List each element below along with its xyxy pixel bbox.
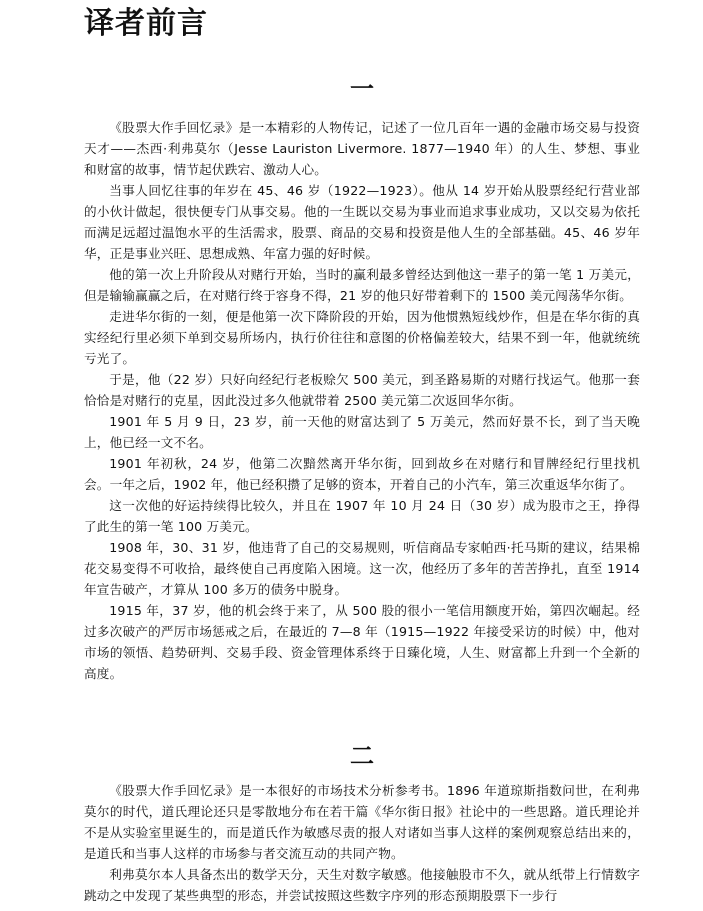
paragraph: 1915 年，37 岁，他的机会终于来了，从 500 股的很小一笔信用额度开始，第四次崛起。经过多次破产的严厉市场惩戒之后，在最近的 7—8 年（1915—1922 年接受采访的时候）中，他对市场的领悟、趋势研判、交易手段、资金管理体系终于日臻化境，人生、财富都上升到一个全新的高度。 bbox=[84, 603, 640, 681]
paragraph: 当事人回忆往事的年岁在 45、46 岁（1922—1923）。他从 14 岁开始从股票经纪行营业部的小伙计做起，很快便专门从事交易。他的一生既以交易为事业而追求事业成功，又以交易为依托而满足远超过温饱水平的生活需求，股票、商品的交易和投资是他人生的全部基础。45、46 岁年华，正是事业兴旺、思想成熟、年富力强的好时候。 bbox=[84, 183, 640, 261]
paragraph: 1901 年 5 月 9 日，23 岁，前一天他的财富达到了 5 万美元，然而好景不长，到了当天晚上，他已经一文不名。 bbox=[84, 414, 640, 450]
section-body bbox=[84, 117, 640, 684]
paragraph: 《股票大作手回忆录》是一本很好的市场技术分析参考书。1896 年道琼斯指数问世，在利弗莫尔的时代，道氏理论还只是零散地分布在若干篇《华尔街日报》社论中的一些思路。道氏理论并不是从实验室里诞生的，而是道氏作为敏感尽责的报人对诸如当事人这样的案例观察总结出来的，是道氏和当事人这样的市场参与者交流互动的共同产物。 bbox=[84, 783, 640, 861]
paragraph: 《股票大作手回忆录》是一本精彩的人物传记，记述了一位几百年一遇的金融市场交易与投资天才——杰西·利弗莫尔（Jesse Lauriston Livermore. 1877—1940 年）的人生、梦想、事业和财富的故事，情节起伏跌宕、激动人心。 bbox=[84, 120, 640, 177]
paragraph: 他的第一次上升阶段从对赌行开始，当时的赢利最多曾经达到他这一辈子的第一笔 1 万美元，但是输输赢赢之后，在对赌行终于容身不得，21 岁的他只好带着剩下的 1500 美元闯荡华尔街。 bbox=[84, 267, 640, 303]
section-number: 二 bbox=[350, 742, 374, 770]
paragraph: 1908 年，30、31 岁，他违背了自己的交易规则，听信商品专家帕西·托马斯的建议，结果棉花交易变得不可收拾，最终使自己再度陷入困境。这一次，他经历了多年的苦苦挣扎，直至 1914 年宣告破产，才算从 100 多万的债务中脱身。 bbox=[84, 540, 640, 597]
section-body bbox=[84, 780, 640, 906]
section-number: 一 bbox=[350, 75, 374, 103]
paragraph: 走进华尔街的一刻，便是他第一次下降阶段的开始，因为他惯熟短线炒作，但是在华尔街的真实经纪行里必须下单到交易所场内，执行价往往和意图的价格偏差较大，结果不到一年，他就统统亏光了。 bbox=[84, 309, 640, 366]
page-title: 译者前言 bbox=[84, 6, 208, 41]
paragraph: 利弗莫尔本人具备杰出的数学天分，天生对数字敏感。他接触股市不久，就从纸带上行情数字跳动之中发现了某些典型的形态，并尝试按照这些数字序列的形态预期股票下一步行 bbox=[84, 867, 640, 903]
paragraph: 1901 年初秋，24 岁，他第二次黯然离开华尔街，回到故乡在对赌行和冒牌经纪行里找机会。一年之后，1902 年，他已经积攒了足够的资本，开着自己的小汽车，第三次重返华尔街了。 bbox=[84, 456, 640, 492]
paragraph: 于是，他（22 岁）只好向经纪行老板赊欠 500 美元，到圣路易斯的对赌行找运气。他那一套恰恰是对赌行的克星，因此没过多久他就带着 2500 美元第二次返回华尔街。 bbox=[84, 372, 640, 408]
paragraph: 这一次他的好运持续得比较久，并且在 1907 年 10 月 24 日（30 岁）成为股市之王，挣得了此生的第一笔 100 万美元。 bbox=[84, 498, 640, 534]
